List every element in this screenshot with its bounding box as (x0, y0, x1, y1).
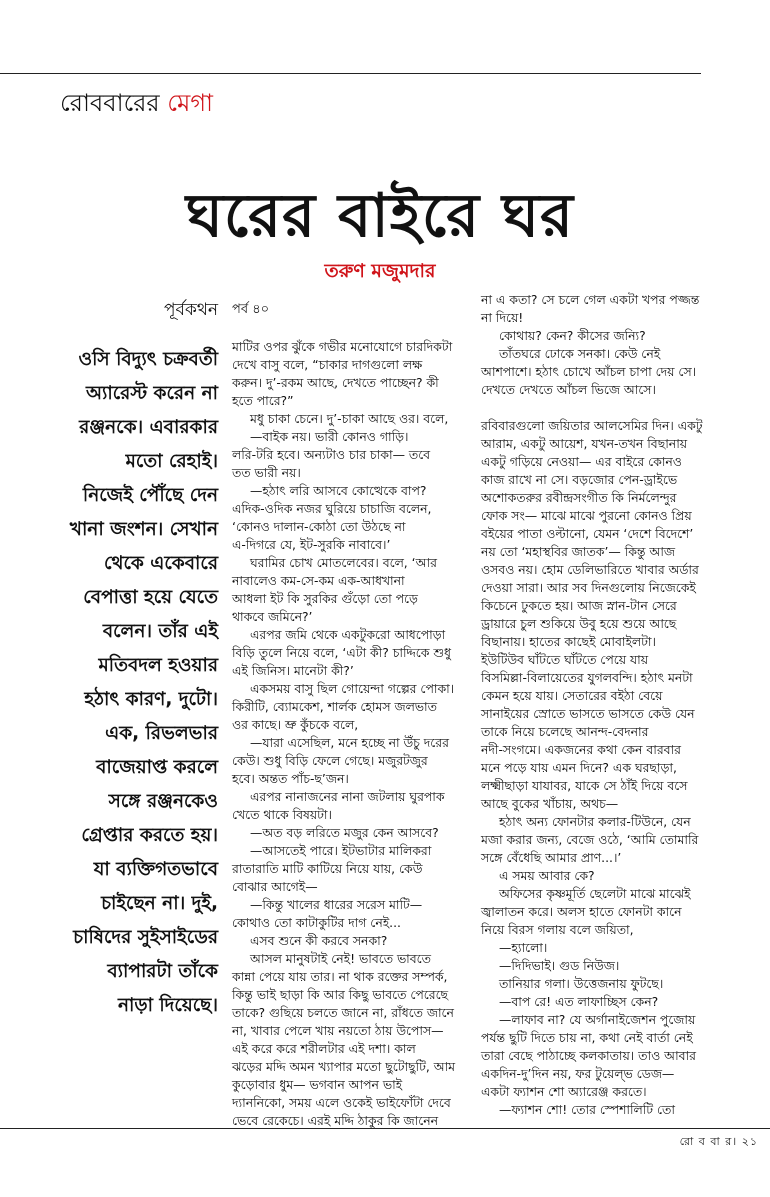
text-line: তত ভারী নয়। (232, 465, 301, 480)
text-line: করুন। দু’-রকম আছে, দেখতে পাচ্ছেন? কী (232, 375, 439, 390)
text-line: কিচেনে ঢুকতে হয়। আজ স্নান-টান সেরে (481, 598, 677, 613)
text-line: সঙ্গে বেঁধেছি আমার প্রাণ...।’ (481, 850, 622, 865)
section-label-black: রোববারের (60, 89, 160, 117)
text-line: আসল মানুষটাই নেই! ভাবতে ভাবতে (250, 951, 431, 966)
text-line: বিছানায়। হাতের কাছেই মোবাইলটা। (481, 634, 656, 649)
text-line: এ-দিগরে যে, ইট-সুরকি নাবাবে।’ (232, 537, 391, 552)
paragraph (232, 896, 472, 932)
text-line: তাকে? গুছিয়ে চলতে জানে না, রাঁধতে জানে (232, 1005, 454, 1020)
recap-line: থেকে একেবারে (103, 553, 218, 574)
paragraph (481, 1101, 707, 1119)
text-line: থাকবে জমিনে?’ (232, 609, 313, 624)
article-author: তরুণ মজুমদার (324, 260, 436, 282)
text-line: তাকে নিয়ে চলেছে আনন্দ-বেদনার (481, 724, 649, 739)
text-line: কিরীটি, ব্যোমকেশ, শার্লক হোমস জলভাত (232, 699, 437, 714)
text-line: বিসমিল্লা-বিলায়েতের যুগলবন্দি। হঠাৎ মনটা (481, 670, 693, 685)
text-line: একটু গড়িয়ে নেওয়া— এর বাইরে কোনও (481, 454, 682, 469)
text-line: এদিক-ওদিক নজর ঘুরিয়ে চাচাজি বলেন, (232, 501, 432, 516)
recap-line: ব্যাপারটা তাঁকে (107, 961, 218, 982)
text-line: আশপাশে। হঠাৎ চোখে আঁচল চাপা দেয় সে। (481, 364, 697, 379)
paragraph (481, 1011, 707, 1101)
text-line: ওর কাছে। ভ্রু কুঁচকে বলে, (232, 717, 359, 732)
paragraph (481, 993, 707, 1011)
text-line: নাবালেও কম-সে-কম এক-আধখানা (232, 573, 405, 588)
text-line: না এ কতা? সে চলে গেল একটা খপর পজ্জন্ত (481, 292, 700, 307)
recap-line: সঙ্গে রঞ্জনকেও (108, 791, 218, 812)
text-line: এসব শুনে কী করবে সনকা? (250, 933, 388, 948)
text-line: আছে বুকের খাঁচায়, অথচ— (481, 796, 619, 811)
text-line: দেখতে দেখতে আঁচল ভিজে আসে। (481, 382, 656, 397)
article-title: ঘরের বাইরে ঘর (185, 181, 575, 251)
text-line: কেউ। শুধু বিড়ি ফেলে গেছে। মজুরটজুর (232, 753, 428, 768)
text-line: ফোক সং— মাঝে মাঝে পুরনো কোনও প্রিয় (481, 508, 692, 523)
text-line: তাঁতঘরে ঢোকে সনকা। কেউ নেই (499, 346, 661, 361)
text-line: দেখে বাসু বলে, “চাকার দাগগুলো লক্ষ (232, 357, 423, 372)
paragraph (481, 813, 707, 867)
text-line: বোঝার আগেই— (232, 879, 318, 894)
recap-line: নিজেই পৌঁছে দেন (82, 485, 218, 506)
text-line: না দিয়ে! (481, 310, 524, 325)
paragraph (481, 417, 707, 813)
recap-line: হঠাৎ কারণ, দুটো। (84, 689, 218, 710)
text-line: কোথাও তো কাটাকুটির দাগ নেই... (232, 915, 401, 930)
article-column-1 (232, 338, 472, 1130)
text-line: —হ্যালো। (499, 940, 548, 955)
text-line: অশোকতরুর রবীন্দ্রসংগীত কি নির্মলেন্দুর (481, 490, 677, 505)
paragraph (232, 788, 472, 824)
paragraph (232, 626, 472, 680)
paragraph (232, 410, 472, 428)
text-line: ঘরামির চোখ মোতলেবের। বলে, ‘আর (250, 555, 437, 570)
paragraph (232, 842, 472, 896)
recap-line: অ্যারেস্ট করেন না (85, 383, 218, 404)
text-line: ঝড়ের মদ্দি অমন খ্যাপার মতো ছুটোছুটি, আম (232, 1059, 456, 1074)
text-line: —অত বড় লরিতে মজুর কেন আসবে? (250, 825, 439, 840)
recap-line: মতো রেহাই। (125, 451, 218, 472)
recap-sidebar (40, 297, 218, 1023)
text-line: —দিদিভাই। গুড নিউজ। (499, 958, 620, 973)
text-line: —আসতেই পারে। ইটভাটার মালিকরা (250, 843, 432, 858)
text-line: জ্বালাতন করে। অলস হাতে ফোনটা কানে (481, 904, 682, 919)
recap-line: রঞ্জনকে। এবারকার (79, 417, 218, 438)
paragraph (232, 680, 472, 734)
text-line: অফিসের কৃষ্ণমূর্তি ছেলেটা মাঝে মাঝেই (499, 886, 691, 901)
text-line: মজা করার জন্য, বেজে ওঠে, ‘আমি তোমারি (481, 832, 699, 847)
bottom-rule (0, 1128, 770, 1129)
text-line: আধলা ইট কি সুরকির গুঁড়ো তো পড়ে (232, 591, 418, 606)
text-line: ভেবে রেকেচে। এরই মদ্দি ঠাকুর কি জানেন (232, 1113, 438, 1128)
text-line: দেওয়া সারা। আর সব দিনগুলোয় নিজেকেই (481, 580, 696, 595)
text-line: নদী-সংগমে। একজনের কথা কেন বারবার (481, 742, 681, 757)
text-line: —লাফাব না? যে অর্গানাইজেশন পুজোয় (499, 1012, 696, 1027)
paragraph (232, 338, 472, 410)
text-line: —কিন্তু খালের ধারের সরেস মাটি— (250, 897, 423, 912)
section-label-red: মেগা (167, 89, 214, 117)
recap-line: চাষিদের সুইসাইডের (73, 927, 218, 948)
paragraph (481, 291, 707, 327)
recap-line: বাজেয়াপ্ত করলে (96, 757, 218, 778)
text-line: নিয়ে বিরস গলায় বলে জয়িতা, (481, 922, 634, 937)
text-line: সানাইয়ের স্রোতে ভাসতে ভাসতে কেউ যেন (481, 706, 695, 721)
text-line: কোথায়? কেন? কীসের জন্যি? (499, 328, 646, 343)
text-line: ‘কোনও দালান-কোঠা তো উঠছে না (232, 519, 406, 534)
page-footer: রো ব বা র। ২১ (679, 1135, 758, 1148)
episode-number: পর্ব ৪০ (232, 302, 270, 317)
text-line: কিন্তু ভাই ছাড়া কি আর কিছু ভাবতে পেরেছে (232, 987, 449, 1002)
text-line: কুড়োবার ধুম— ভগবান আপন ভাই (232, 1077, 403, 1092)
text-line: একসময় বাসু ছিল গোয়েন্দা গল্পের পোকা। (250, 681, 455, 696)
text-line: —ফ্যাশন শো! তোর স্পেশালিটি তো (499, 1102, 675, 1117)
text-line: এই জিনিস। মানেটা কী?’ (232, 663, 354, 678)
text-line: এ সময় আবার কে? (499, 868, 595, 883)
paragraph (481, 327, 707, 345)
recap-heading: পূর্বকথন (163, 300, 218, 320)
text-line: এরপর নানাজনের নানা জটলায় ঘুরপাক (250, 789, 445, 804)
paragraph (481, 939, 707, 957)
text-line: বইয়ের পাতা ওল্টানো, যেমন ‘দেশে বিদেশে’ (481, 526, 694, 541)
text-section (232, 338, 472, 1130)
recap-line: খানা জংশন। সেখান (69, 519, 218, 540)
paragraph (232, 482, 472, 554)
text-line: ড্রায়ারে চুল শুকিয়ে উবু হয়ে শুয়ে আছে (481, 616, 677, 631)
text-line: আরাম, একটু আয়েশ, যখন-তখন বিছানায় (481, 436, 688, 451)
text-line: একদিন-দু’দিন নয়, ফর টুয়েল্ভ ডেজ— (481, 1066, 675, 1081)
text-line: —হঠাৎ লরি আসবে কোত্থেকে বাপ? (250, 483, 427, 498)
article-column-2 (481, 291, 707, 1119)
text-line: রবিবারগুলো জয়িতার আলসেমির দিন। একটু (481, 418, 703, 433)
text-line: লরি-টরি হবে। অন্যটাও চার চাকা— তবে (232, 447, 431, 462)
text-line: —বাইক নয়। ভারী কোনও গাড়ি। (250, 429, 409, 444)
paragraph (232, 824, 472, 842)
recap-line: নাড়া দিয়েছে। (117, 995, 218, 1016)
text-line: নয় তো ‘মহাস্থবির জাতক’— কিন্তু আজ (481, 544, 675, 559)
text-line: —যারা এসেছিল, মনে হচ্ছে না উঁচু দরের (250, 735, 449, 750)
text-line: পর্যন্ত ছুটি দিতে চায় না, কথা নেই বার্তা নেই (481, 1030, 693, 1045)
recap-line: এক, রিভলভার (105, 723, 218, 744)
recap-line: বলেন। তাঁর এই (102, 621, 218, 642)
text-section (481, 291, 707, 399)
paragraph (481, 975, 707, 993)
section-label (60, 85, 213, 125)
paragraph (232, 428, 472, 482)
text-line: দ্যাননিকো, সময় এলে ওকেই ভাইফোঁটা দেবে (232, 1095, 451, 1110)
text-line: এরপর জমি থেকে একটুকরো আধপোড়া (250, 627, 446, 642)
text-line: মধু চাকা চেনে। দু’-চাকা আছে ওর। বলে, (250, 411, 449, 426)
text-line: —বাপ রে! এত লাফাচ্ছিস কেন? (499, 994, 659, 1009)
text-line: ইউটিউব ঘাঁটতে ঘাঁটতে পেয়ে যায় (481, 652, 648, 667)
text-line: কাজ রাখে না সে। বড়জোর পেন-ড্রাইভে (481, 472, 678, 487)
paragraph (232, 734, 472, 788)
recap-line: বেপাত্তা হয়ে যেতে (83, 587, 218, 608)
text-line: মাটির ওপর ঝুঁকে গভীর মনোযোগে চারদিকটা (232, 339, 453, 354)
text-line: হবে। অন্তত পাঁচ-ছ’জন। (232, 771, 349, 786)
paragraph (232, 932, 472, 950)
text-line: না, খাবার পেলে খায় নয়তো ঠায় উপোস— (232, 1023, 444, 1038)
text-line: মনে পড়ে যায় এমন দিনে? এক ঘরছাড়া, (481, 760, 677, 775)
text-line: লক্ষ্মীছাড়া যাযাবর, যাকে সে ঠাঁই দিয়ে বসে (481, 778, 688, 793)
text-line: কান্না পেয়ে যায় তার। না থাক রক্তের সম্পর্ক, (232, 969, 448, 984)
recap-line: ওসি বিদ্যুৎ চক্রবর্তী (78, 349, 218, 370)
recap-line: মতিবদল হওয়ার (98, 655, 218, 676)
text-line: তারা বেছে পাঠাচ্ছে কলকাতায়। তাও আবার (481, 1048, 696, 1063)
text-line: এই করে করে শরীলটার এই দশা। কাল (232, 1041, 416, 1056)
paragraph (481, 345, 707, 399)
recap-body (40, 343, 218, 1023)
paragraph (481, 885, 707, 939)
paragraph (481, 957, 707, 975)
text-line: রাতারাতি মাটি কাটিয়ে নিয়ে যায়, কেউ (232, 861, 423, 876)
text-line: তানিয়ার গলা। উত্তেজনায় ফুটছে। (499, 976, 664, 991)
text-section (481, 417, 707, 1119)
recap-line: গ্রেপ্তার করতে হয়। (81, 825, 218, 846)
text-line: কেমন হয়ে যায়। সেতারের বইঠা বেয়ে (481, 688, 663, 703)
text-line: বিড়ি তুলে নিয়ে বলে, ‘এটা কী? চাদ্দিকে শুধু (232, 645, 451, 660)
paragraph (232, 950, 472, 1130)
text-line: একটা ফ্যাশন শো অ্যারেঞ্জ করতে। (481, 1084, 647, 1099)
text-line: হঠাৎ অন্য ফোনটার কলার-টিউনে, যেন (499, 814, 691, 829)
text-line: হতে পারে?” (232, 393, 294, 408)
text-line: খেতে থাকে বিষয়টা। (232, 807, 332, 822)
paragraph (232, 554, 472, 626)
recap-line: চাইছেন না। দুই, (101, 893, 218, 914)
text-line: ওসবও নয়। হোম ডেলিভারিতে খাবার অর্ডার (481, 562, 699, 577)
paragraph (481, 867, 707, 885)
recap-line: যা ব্যক্তিগতভাবে (93, 859, 218, 880)
top-rule (0, 73, 701, 74)
